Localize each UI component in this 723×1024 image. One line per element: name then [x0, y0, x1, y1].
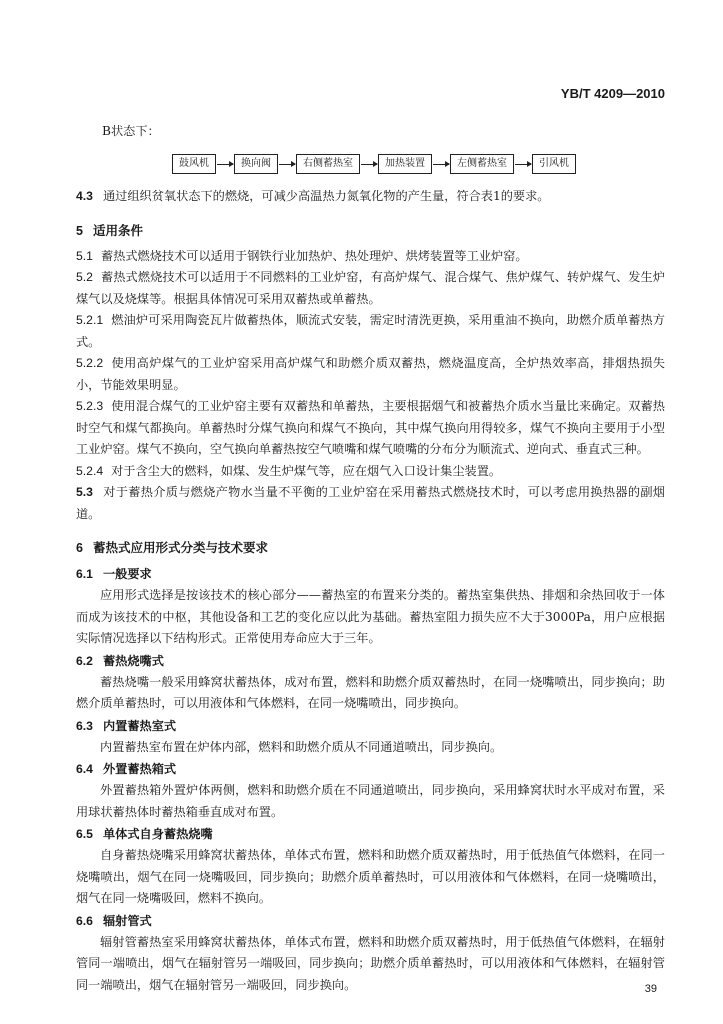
arrow-icon [217, 164, 233, 165]
flow-box-reversing-valve: 换向阀 [234, 154, 278, 174]
clause-6-6-heading: 6.6 辐射管式 [76, 913, 152, 928]
clause-6-2-text: 蓄热烧嘴一般采用蜂窝状蓄热体，成对布置，燃料和助燃介质双蓄热时，在同一烧嘴喷出，同步换向；助燃介质单蓄热时，可以用液体和气体燃料，在同一烧嘴喷出，同步换向。 [76, 674, 665, 710]
standard-code: YB/T 4209—2010 [560, 86, 665, 101]
clause-6-3-text: 内置蓄热室布置在炉体内部，燃料和助燃介质从不同通道喷出，同步换向。 [100, 739, 503, 754]
flow-box-heating-device: 加热装置 [378, 154, 432, 174]
flow-box-right-regenerator: 右侧蓄热室 [296, 154, 360, 174]
document-body [76, 120, 665, 996]
section-6-heading: 6 蓄热式应用形式分类与技术要求 [76, 540, 268, 555]
clause-6-1-heading: 6.1 一般要求 [76, 567, 152, 581]
clause-6-5-heading: 6.5 单体式自身蓄热烧嘴 [76, 827, 213, 841]
clause-6-4-text: 外置蓄热箱外置炉体两侧，燃料和助燃介质在不同通道喷出，同步换向，采用蜂窝状时水平成对布置，采用球状蓄热体时蓄热箱垂直成对布置。 [76, 783, 665, 819]
arrow-icon [433, 164, 449, 165]
clause-5-2-2: 5.2.2 使用高炉煤气的工业炉窑采用高炉煤气和助燃介质双蓄热，燃烧温度高，全炉热效率高，排烟热损失小，节能效果明显。 [76, 356, 665, 392]
clause-6-2-heading: 6.2 蓄热烧嘴式 [76, 653, 164, 668]
flow-diagram [172, 152, 665, 176]
flow-box-blower: 鼓风机 [172, 154, 216, 174]
flow-box-induced-fan: 引风机 [532, 154, 576, 174]
clause-5-2-4: 5.2.4 对于含尘大的燃料，如煤、发生炉煤气等，应在烟气入口设计集尘装置。 [76, 463, 502, 478]
arrow-icon [361, 164, 377, 165]
clause-5-1: 5.1 蓄热式燃烧技术可以适用于钢铁行业加热炉、热处理炉、烘烤装置等工业炉窑。 [76, 248, 528, 263]
arrow-icon [515, 164, 531, 165]
clause-5-2: 5.2 蓄热式燃烧技术可以适用于不同燃料的工业炉窑，有高炉煤气、混合煤气、焦炉煤气、转炉煤气、发生炉煤气以及烧煤等。根据具体情况可采用双蓄热或单蓄热。 [76, 270, 665, 306]
clause-6-1-text: 应用形式选择是按该技术的核心部分——蓄热室的布置来分类的。蓄热室集供热、排烟和余热回收于一体而成为该技术的中枢，其他设备和工艺的变化应以此为基础。蓄热室阻力损失应不大于3000Pa，用户应根据实际情况选择以下结构形式。正常使用寿命应大于三年。 [76, 588, 665, 645]
clause-6-4-heading: 6.4 外置蓄热箱式 [76, 762, 177, 776]
arrow-icon [279, 164, 295, 165]
clause-6-3-heading: 6.3 内置蓄热室式 [76, 718, 177, 733]
clause-4-3: 4.3 通过组织贫氧状态下的燃烧，可减少高温热力氮氧化物的产生量，符合表1的要求。 [76, 189, 550, 203]
clause-5-2-3: 5.2.3 使用混合煤气的工业炉窑主要有双蓄热和单蓄热，主要根据烟气和被蓄热介质水当量比来确定。双蓄热时空气和煤气都换向。单蓄热时分煤气换向和煤气不换向，其中煤气换向用得较多，煤气不换向主要用于小型工业炉窑。煤气不换向，空气换向单蓄热按空气喷嘴和煤气喷嘴的分布分为顺流式、逆向式、垂直式三种。 [76, 399, 665, 456]
clause-6-5-text: 自身蓄热烧嘴采用蜂窝状蓄热体，单体式布置，燃料和助燃介质双蓄热时，用于低热值气体燃料，在同一烧嘴喷出，烟气在同一烧嘴吸回，同步换向；助燃介质单蓄热时，可以用液体和气体燃料，在同一烧嘴喷出，烟气在同一烧嘴吸回，燃料不换向。 [76, 848, 665, 905]
clause-5-3: 5.3 对于蓄热介质与燃烧产物水当量不平衡的工业炉窑在采用蓄热式燃烧技术时，可以考虑用换热器的副烟道。 [76, 485, 665, 521]
clause-5-2-1: 5.2.1 燃油炉可采用陶瓷瓦片做蓄热体，顺流式安装，需定时清洗更换，采用重油不换向，助燃介质单蓄热方式。 [76, 313, 665, 349]
clause-6-6-text: 辐射管蓄热室采用蜂窝状蓄热体，单体式布置，燃料和助燃介质双蓄热时，用于低热值气体燃料，在辐射管同一端喷出，烟气在辐射管另一端吸回，同步换向；助燃介质单蓄热时，可以用液体和气体燃料，在辐射管同一端喷出，烟气在辐射管另一端吸回，同步换向。 [76, 934, 665, 992]
page-number: 39 [644, 983, 657, 995]
flow-box-left-regenerator: 左侧蓄热室 [450, 154, 514, 174]
state-b-label: B状态下： [102, 124, 160, 138]
section-5-heading: 5 适用条件 [76, 222, 143, 238]
